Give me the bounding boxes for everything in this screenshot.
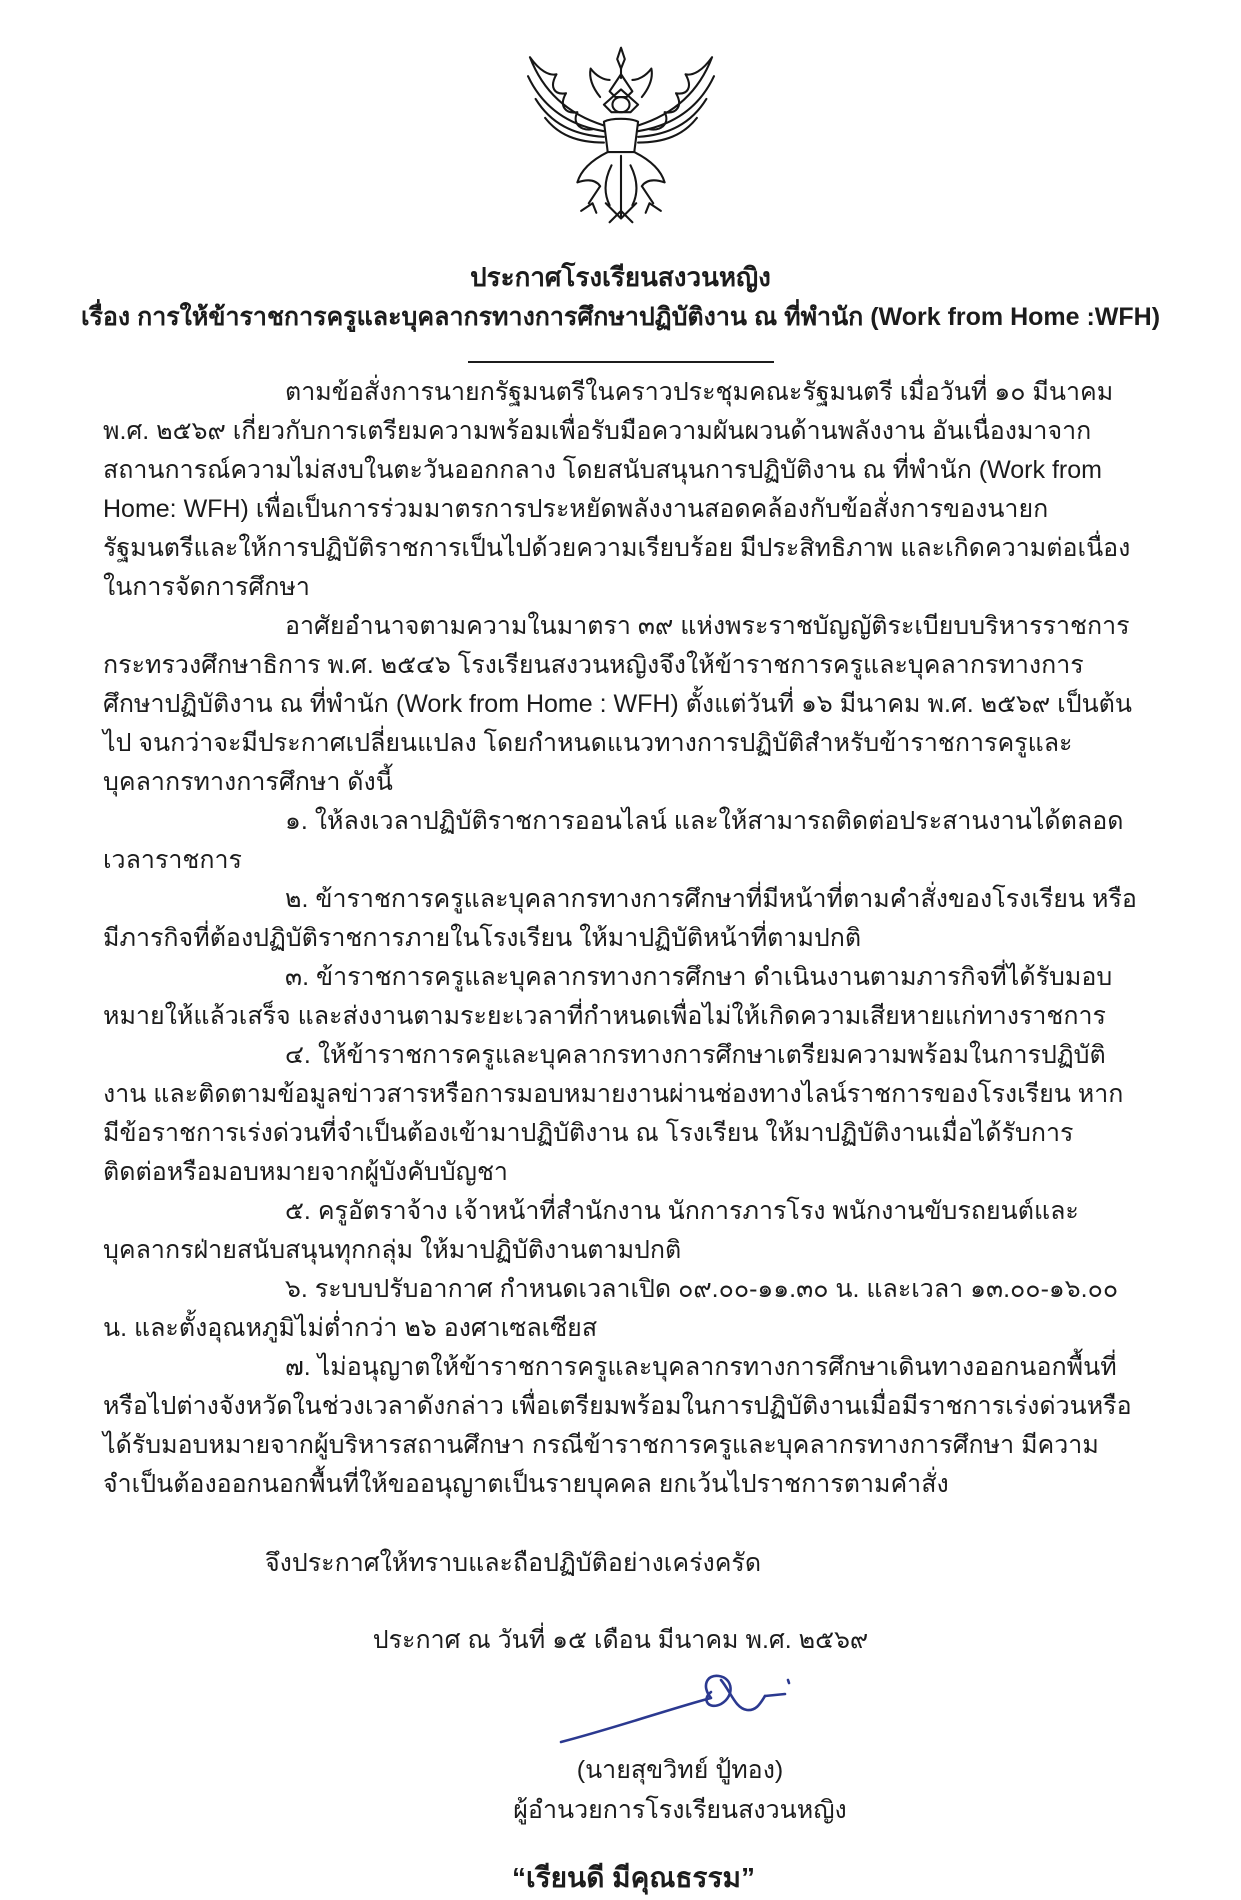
list-item: ๗. ไม่อนุญาตให้ข้าราชการครูและบุคลากรทางการศึกษาเดินทางออกนอกพื้นที่หรือไปต่างจังหวัดในช่วงเวลาดังกล่าว เพื่อเตรียมพร้อมในการปฏิบัติงานเมื่อมีราชการเร่งด่วนหรือได้รับมอบหมายจากผู้บริหารสถานศึกษา กรณีข้าราชการครูและบุคลากรทางการศึกษา มีความจำเป็นต้องออกนอกพื้นที่ให้ขออนุญาตเป็นรายบุคคล ยกเว้นไปราชการตามคำสั่ง <box>103 1353 1132 1498</box>
body-paragraph: ตามข้อสั่งการนายกรัฐมนตรีในคราวประชุมคณะรัฐมนตรี เมื่อวันที่ ๑๐ มีนาคม พ.ศ. ๒๕๖๙ เกี่ยวกับการเตรียมความพร้อมเพื่อรับมือความผันผวนด้านพลังงาน อันเนื่องมาจากสถานการณ์ความไม่สงบในตะวันออกกลาง โดยสนับสนุนการปฏิบัติงาน ณ ที่พำนัก (Work from Home: WFH) เพื่อเป็นการร่วมมาตรการประหยัดพลังงานสอดคล้องกับข้อสั่งการของนายกรัฐมนตรีและให้การปฏิบัติราชการเป็นไปด้วยความเรียบร้อย มีประสิทธิภาพ และเกิดความต่อเนื่องในการจัดการศึกษา <box>103 378 1131 601</box>
signature-block <box>420 1666 940 1830</box>
list-item: ๕. ครูอัตราจ้าง เจ้าหน้าที่สำนักงาน นักการภารโรง พนักงานขับรถยนต์และบุคลากรฝ่ายสนับสนุนทุกกลุ่ม ให้มาปฏิบัติงานตามปกติ <box>103 1197 1079 1264</box>
page-title: ประกาศโรงเรียนสงวนหญิง <box>470 262 771 292</box>
list-item: ๖. ระบบปรับอากาศ กำหนดเวลาเปิด ๐๙.๐๐-๑๑.๓๐ น. และเวลา ๑๓.๐๐-๑๖.๐๐ น. และตั้งอุณหภูมิไม่ต่ำกว่า ๒๖ องศาเซลเซียส <box>103 1275 1119 1342</box>
garuda-emblem-icon <box>496 42 746 227</box>
signer-title: ผู้อำนวยการโรงเรียนสงวนหญิง <box>513 1796 847 1824</box>
document-subject: เรื่อง การให้ข้าราชการครูและบุคลากรทางการศึกษาปฏิบัติงาน ณ ที่พำนัก (Work from Home :WFH) <box>80 303 1161 331</box>
divider-line <box>468 361 774 363</box>
signer-name: (นายสุขวิทย์ ปู้ทอง) <box>576 1756 784 1784</box>
signature-icon <box>420 1666 940 1750</box>
body-paragraph: อาศัยอำนาจตามความในมาตรา ๓๙ แห่งพระราชบัญญัติระเบียบบริหารราชการกระทรวงศึกษาธิการ พ.ศ. ๒๕๔๖ โรงเรียนสงวนหญิงจึงให้ข้าราชการครูและบุคลากรทางการศึกษาปฏิบัติงาน ณ ที่พำนัก (Work from Home : WFH) ตั้งแต่วันที่ ๑๖ มีนาคม พ.ศ. ๒๕๖๙ เป็นต้นไป จนกว่าจะมีประกาศเปลี่ยนแปลง โดยกำหนดแนวทางการปฏิบัติสำหรับข้าราชการครูและบุคลากรทางการศึกษา ดังนี้ <box>103 612 1133 796</box>
list-item: ๑. ให้ลงเวลาปฏิบัติราชการออนไลน์ และให้สามารถติดต่อประสานงานได้ตลอดเวลาราชการ <box>103 807 1124 874</box>
school-motto: “เรียนดี มีคุณธรรม” <box>512 1862 755 1893</box>
announcement-document <box>0 42 1241 1893</box>
list-item: ๓. ข้าราชการครูและบุคลากรทางการศึกษา ดำเนินงานตามภารกิจที่ได้รับมอบหมายให้แล้วเสร็จ และส่งงานตามระยะเวลาที่กำหนดเพื่อไม่ให้เกิดความเสียหายแก่ทางราชการ <box>103 963 1113 1030</box>
closing-statement: จึงประกาศให้ทราบและถือปฏิบัติอย่างเคร่งครัด <box>265 1549 762 1577</box>
document-body <box>0 373 1241 1583</box>
list-item: ๒. ข้าราชการครูและบุคลากรทางการศึกษาที่มีหน้าที่ตามคำสั่งของโรงเรียน หรือมีภารกิจที่ต้องปฏิบัติราชการภายในโรงเรียน ให้มาปฏิบัติหน้าที่ตามปกติ <box>103 885 1137 952</box>
announcement-date: ประกาศ ณ วันที่ ๑๕ เดือน มีนาคม พ.ศ. ๒๕๖๙ <box>372 1626 869 1654</box>
list-item: ๔. ให้ข้าราชการครูและบุคลากรทางการศึกษาเตรียมความพร้อมในการปฏิบัติงาน และติดตามข้อมูลข่าวสารหรือการมอบหมายงานผ่านช่องทางไลน์ราชการของโรงเรียน หากมีข้อราชการเร่งด่วนที่จำเป็นต้องเข้ามาปฏิบัติงาน ณ โรงเรียน ให้มาปฏิบัติงานเมื่อได้รับการติดต่อหรือมอบหมายจากผู้บังคับบัญชา <box>103 1041 1124 1186</box>
